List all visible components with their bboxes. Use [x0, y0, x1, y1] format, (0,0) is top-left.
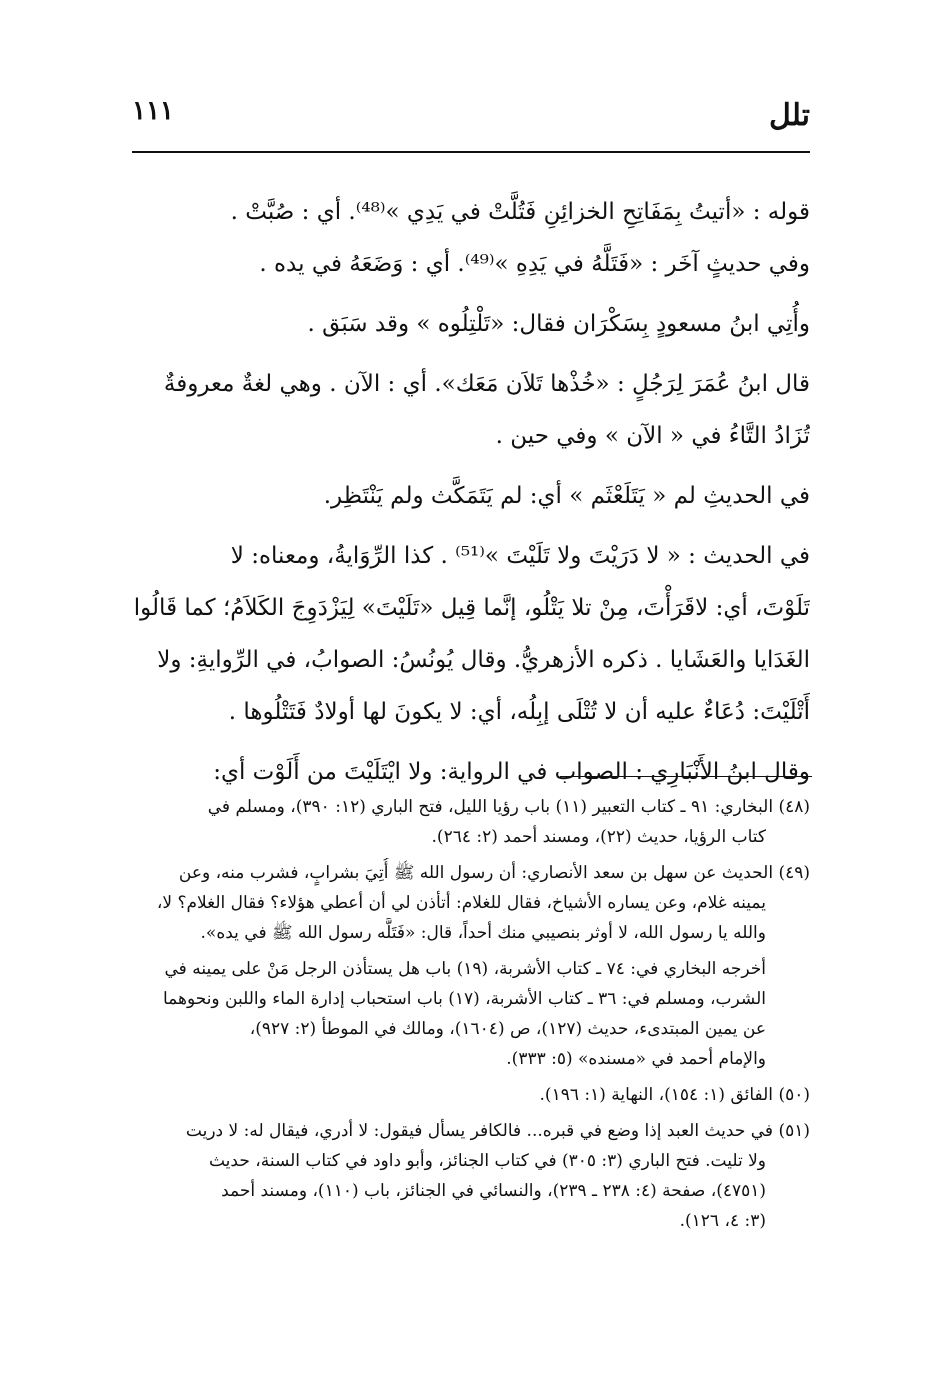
- footnote-line: [132, 1206, 810, 1236]
- footnote-line: [132, 1080, 810, 1110]
- footnote: [132, 954, 810, 1074]
- footnote-line: [132, 1176, 810, 1206]
- footnote-line: [132, 1146, 810, 1176]
- page-header: [132, 88, 810, 148]
- text-line: الغَدَايا والعَشَايا . ذكره الأزهريُّ. وقال يُونُسُ: الصوابُ، في الرِّوايةِ: ولا: [157, 647, 810, 673]
- footnote-text: عن يمين المبتدىء، حديث (١٢٧)، ص (١٦٠٤)، ومالك في الموطأ (٢: ٩٢٧)،: [249, 1019, 766, 1039]
- text-line: قوله : «أتيتُ بِمَفَاتِحِ الخزائِنِ فَتُلَّتْ في يَدِي »⁽⁴⁸⁾. أي : صُبَّتْ .: [230, 199, 810, 225]
- footnote-line: [132, 822, 810, 852]
- footnotes: [132, 792, 810, 1236]
- paragraph: [132, 358, 810, 462]
- footnote-line: [132, 918, 810, 948]
- footnote-text: والإمام أحمد في «مسنده» (٥: ٣٣٣).: [506, 1049, 766, 1069]
- paragraph: [132, 530, 810, 738]
- footnote-text: والله يا رسول الله، لا أوثر بنصيبي منك أحداً، قال: «فَتَلَّه رسول الله ﷺ في يده».: [200, 923, 766, 943]
- footnote-text: البخاري: ٩١ ـ كتاب التعبير (١١) باب رؤيا الليل، فتح الباري (١٢: ٣٩٠)، ومسلم في: [207, 797, 774, 817]
- text-line: قال ابنُ عُمَرَ لِرَجُلٍ : «خُذْها تَلاَن مَعَك». أي : الآن . وهي لغةٌ معروفةٌ: [163, 371, 810, 397]
- footnote: [132, 1116, 810, 1236]
- footnote-text: ولا تليت. فتح الباري (٣: ٣٠٥) في كتاب الجنائز، وأبو داود في كتاب السنة، حديث: [208, 1151, 766, 1171]
- text-line: في الحديثِ لم « يَتَلَعْثَم » أي: لم يَتَمَكَّث ولم يَنْتَظِر.: [323, 483, 810, 509]
- paragraph: [132, 186, 810, 290]
- text-line: تُزَادُ التَّاءُ في « الآن » وفي حين .: [495, 423, 810, 449]
- running-head: تلل: [768, 98, 810, 133]
- footnote-line: [132, 1044, 810, 1074]
- footnote-text: في حديث العبد إذا وضع في قبره... فالكافر يسأل فيقول: لا أدري، فيقال له: لا دريت: [185, 1121, 774, 1141]
- footnote-number: (٥٠): [778, 1085, 810, 1105]
- paragraph: [132, 298, 810, 350]
- text-line: وأُتِي ابنُ مسعودٍ بِسَكْرَان فقال: «تَلْتِلُوه » وقد سَبَق .: [307, 311, 810, 337]
- text-line: أَتْلَيْتَ: دُعَاءٌ عليه أن لا تُتْلَى إبِلُه، أي: لا يكونَ لها أولادٌ فَتَتْلُوها .: [228, 699, 810, 725]
- footnote-number: (٥١): [778, 1121, 810, 1141]
- footnote-text: الشرب، ومسلم في: ٣٦ ـ كتاب الأشربة، (١٧) باب استحباب إدارة الماء واللبن ونحوهما: [162, 989, 766, 1009]
- footnote-line: [132, 984, 810, 1014]
- body-text: [132, 186, 810, 798]
- footnote-line: [132, 1116, 810, 1146]
- footnote: [132, 858, 810, 948]
- footnote-text: (٤٧٥١)، صفحة (٤: ٢٣٨ ـ ٢٣٩)، والنسائي في الجنائز، باب (١١٠)، ومسند أحمد: [221, 1181, 766, 1201]
- footnote-number: (٤٨): [778, 797, 810, 817]
- footnote-separator: [560, 776, 812, 777]
- text-line: وقال ابنُ الأَنْبَارِي : الصواب في الرواية: ولا ايْتَلَيْتَ من أَلَوْت أي:: [213, 759, 810, 785]
- footnote-number: (٤٩): [778, 863, 810, 883]
- footnote-text: كتاب الرؤيا، حديث (٢٢)، ومسند أحمد (٢: ٢٦٤).: [431, 827, 766, 847]
- paragraph: [132, 746, 810, 798]
- paragraph: [132, 470, 810, 522]
- footnote: [132, 792, 810, 852]
- footnote-line: [132, 1014, 810, 1044]
- footnote-text: أخرجه البخاري في: ٧٤ ـ كتاب الأشربة، (١٩) باب هل يستأذن الرجل مَنْ على يمينه في: [164, 959, 766, 979]
- footnote-text: (٣: ٤، ١٢٦).: [679, 1211, 766, 1231]
- footnote-line: [132, 792, 810, 822]
- footnote-text: الحديث عن سهل بن سعد الأنصاري: أن رسول الله ﷺ أُتِيَ بشرابٍ، فشرب منه، وعن: [178, 863, 774, 883]
- footnote-line: [132, 888, 810, 918]
- footnote-line: [132, 954, 810, 984]
- text-line: في الحديث : « لا دَرَيْتَ ولا تَلَيْتَ »⁽⁵¹⁾ . كذا الرِّوَايةُ، ومعناه: لا: [230, 543, 810, 569]
- header-rule: [132, 151, 810, 153]
- footnote-line: [132, 858, 810, 888]
- text-line: تَلَوْتَ، أي: لاقَرَأْتَ، مِنْ تلا يَتْلُو، إنَّما قِيل «تَلَيْتَ» لِيَزْدَوِجَ الكَلاَمُ؛ كما قَالُوا: [133, 595, 810, 621]
- text-line: وفي حديثٍ آخَر : «فَتَلَّهُ في يَدِهِ »⁽⁴⁹⁾. أي : وَضَعَهُ في يده .: [259, 251, 810, 277]
- page-number: ١١١: [132, 96, 174, 126]
- footnote-text: الفائق (١: ١٥٤)، النهاية (١: ١٩٦).: [539, 1085, 774, 1105]
- footnote-text: يمينه غلام، وعن يساره الأشياخ، فقال للغلام: أتأذن لي أن أعطي هؤلاء؟ فقال الغلام؟ لا،: [156, 893, 766, 913]
- footnote: [132, 1080, 810, 1110]
